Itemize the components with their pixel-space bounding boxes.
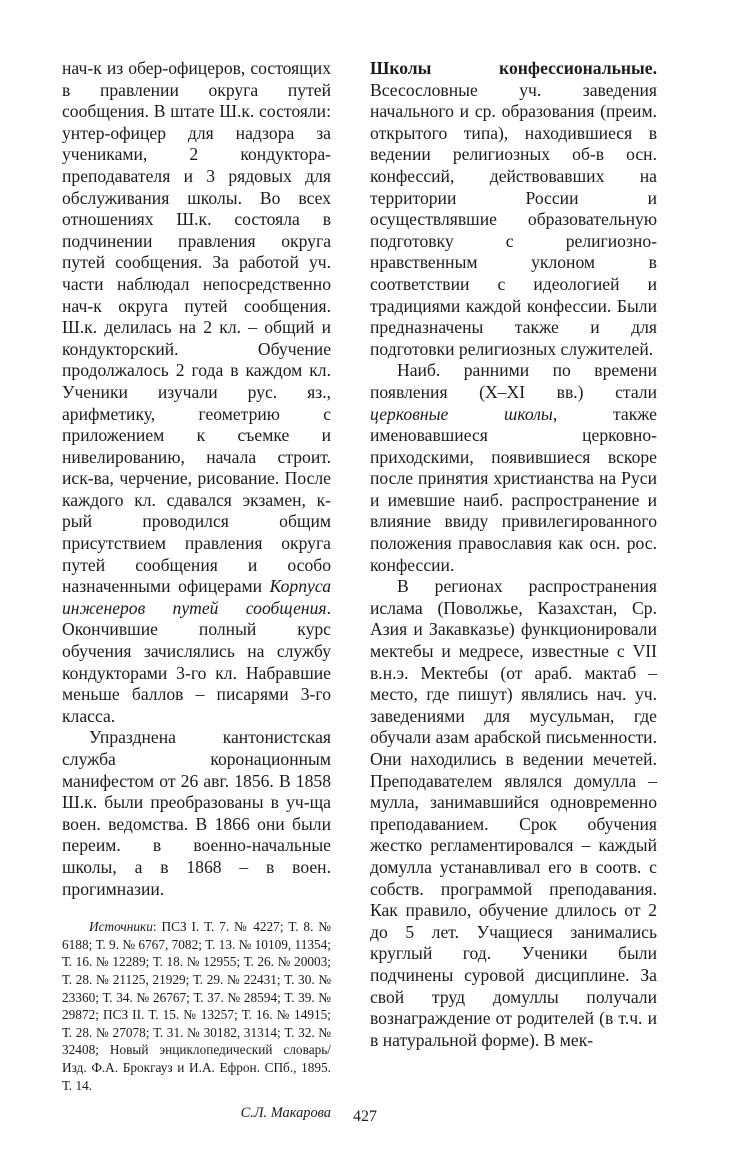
paragraph: Упразднена кантонистская служба коронационным манифестом от 26 авг. 1856. В 1858 Ш.к. были преобразованы в уч-ща воен. ведомства. В 1866 они были переим. в военно-начальные школы, а в 1868 – в воен. прогимназии.	[62, 727, 331, 899]
sources: Источники: ПСЗ I. Т. 7. № 4227; Т. 8. № 6188; Т. 9. № 6767, 7082; Т. 13. № 10109, 11354; Т. 16. № 12289; Т. 18. № 12955; Т. 26. № 20003; Т. 28. № 21125, 21929; Т. 29. № 22431; Т. 30. № 23360; Т. 34. № 26767; Т. 37. № 28594; Т. 39. № 29872; ПСЗ II. Т. 15. № 13257; Т. 16. № 14915; Т. 28. № 27078; Т. 31. № 30182, 31314; Т. 32. № 32408; Новый энциклопедический словарь/Изд. Ф.А. Брокгауз и И.А. Ефрон. СПб., 1895. Т. 14.	[62, 919, 331, 1093]
paragraph: Наиб. ранними по времени появления (X–XI вв.) стали церковные школы, также именовавшиеся церковно-приходскими, появившиеся вскоре после принятия христианства на Руси и имевшие наиб. распространение и влияние ввиду привилегированного положения православия как осн. рос. конфессии.	[370, 360, 657, 575]
left-column	[62, 58, 331, 1125]
paragraph: нач-к из обер-офицеров, состоящих в правлении округа путей сообщения. В штате Ш.к. состояли: унтер-офицер для надзора за учениками, 2 кондуктора-преподавателя и 3 рядовых для обслуживания школы. Во всех отношениях Ш.к. состояла в подчинении правления округа путей сообщения. За работой уч. части наблюдал непосредственно нач-к округа путей сообщения. Ш.к. делилась на 2 кл. – общий и кондукторский. Обучение продолжалось 2 года в каждом кл. Ученики изучали рус. яз., арифметику, геометрию с приложением к съемке и нивелированию, начала строит. иск-ва, черчение, рисование. После каждого кл. сдавался экзамен, к-рый проводился общим присутствием правления округа путей сообщения и особо назначенными офицерами Корпуса инженеров путей сообщения. Окончившие полный курс обучения зачислялись на службу кондукторами 3-го кл. Набравшие меньше баллов – писарями 3-го класса.	[62, 58, 331, 726]
author-signature: С.Л. Макарова	[240, 1105, 331, 1122]
paragraph: Школы конфессиональные. Всесословные уч. заведения начального и ср. образования (преим. открытого типа), находившиеся в ведении религиозных об-в осн. конфессий, действовавших на территории России и осуществлявшие образовательную подготовку с религиозно-нравственным уклоном в соответствии с идеологией и традициями каждой конфессии. Были предназначены также и для подготовки религиозных служителей.	[370, 58, 657, 359]
italic-term: Корпуса инженеров путей сообщения	[62, 576, 331, 618]
italic-term: церковные школы	[370, 403, 553, 424]
right-column	[370, 58, 657, 1051]
entry-heading: Школы конфессиональные.	[370, 58, 657, 78]
page-number: 427	[353, 1108, 377, 1125]
paragraph: В регионах распространения ислама (Поволжье, Казахстан, Ср. Азия и Закавказье) функционировали мектебы и медресе, известные с VII в.н.э. Мектебы (от араб. мактаб – место, где пишут) являлись нач. уч. заведениями для мусульман, где обучали азам арабской письменности. Они находились в ведении мечетей. Преподавателем являлся домулла – мулла, занимавшийся одновременно преподаванием. Срок обучения жестко регламентировался – каждый домулла устанавливал его в соотв. с собств. программой преподавания. Как правило, обучение длилось от 2 до 5 лет. Учащиеся занимались круглый год. Ученики были подчинены суровой дисциплине. За свой труд домуллы получали вознаграждение от родителей (в т.ч. и в натуральной форме). В мек-	[370, 576, 657, 1050]
sources-label: Источники	[89, 919, 153, 935]
